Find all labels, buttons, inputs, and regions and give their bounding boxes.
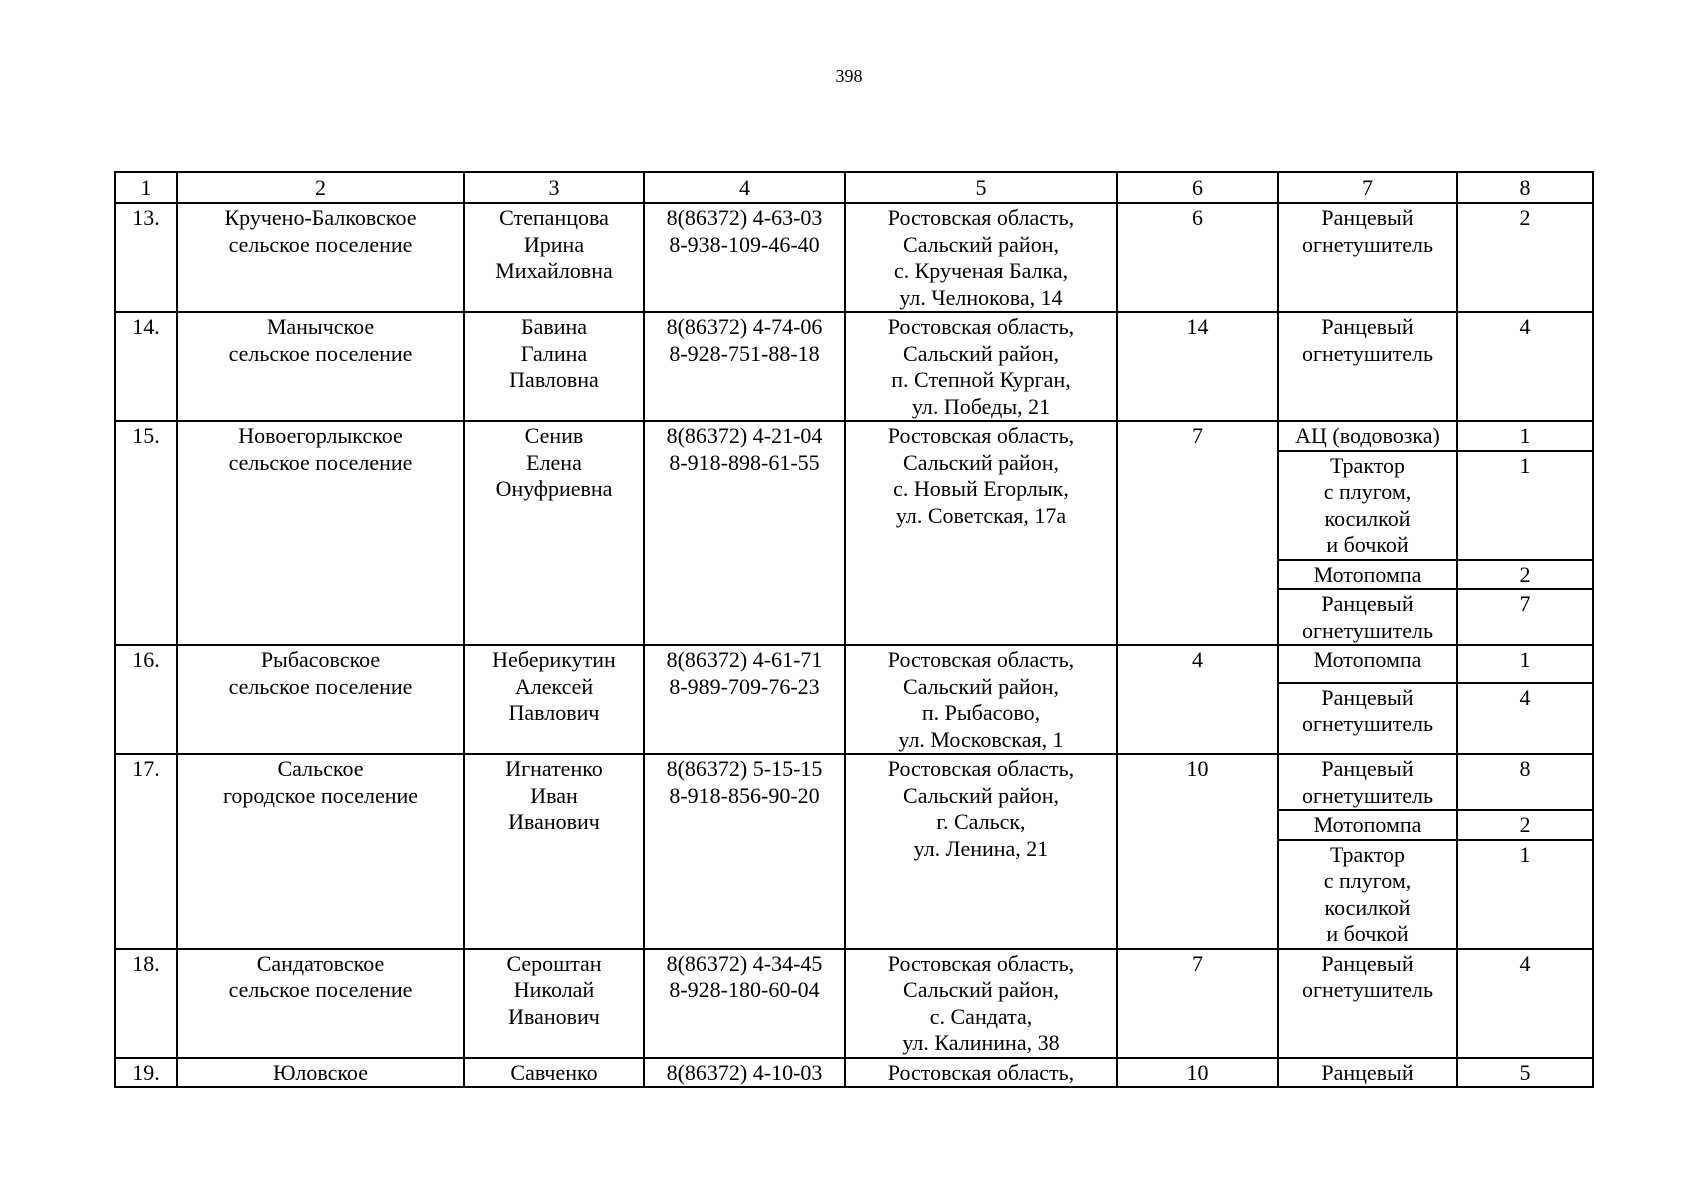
address: Ростовская область, Сальский район, с. Крученая Балка, ул. Челнокова, 14 bbox=[845, 203, 1117, 312]
contact-person: Бавина Галина Павловна bbox=[464, 312, 644, 421]
personnel-count: 14 bbox=[1117, 312, 1278, 421]
phone-numbers: 8(86372) 4-61-71 8-989-709-76-23 bbox=[644, 645, 845, 754]
equipment-name: Трактор с плугом, косилкой и бочкой bbox=[1278, 451, 1457, 560]
personnel-count: 7 bbox=[1117, 949, 1278, 1058]
equipment-quantity: 4 bbox=[1457, 312, 1593, 421]
phone-numbers: 8(86372) 4-74-06 8-928-751-88-18 bbox=[644, 312, 845, 421]
contact-person: Сенив Елена Онуфриевна bbox=[464, 421, 644, 645]
phone-numbers: 8(86372) 4-10-03 bbox=[644, 1058, 845, 1088]
header-cell-4: 4 bbox=[644, 172, 845, 203]
row-number: 16. bbox=[115, 645, 177, 754]
equipment-quantity: 4 bbox=[1457, 683, 1593, 754]
equipment-name: Ранцевый огнетушитель bbox=[1278, 589, 1457, 645]
header-cell-7: 7 bbox=[1278, 172, 1457, 203]
equipment-name: АЦ (водовозка) bbox=[1278, 421, 1457, 451]
header-cell-1: 1 bbox=[115, 172, 177, 203]
personnel-count: 10 bbox=[1117, 1058, 1278, 1088]
table-body bbox=[115, 172, 1593, 1087]
equipment-quantity: 1 bbox=[1457, 840, 1593, 949]
settlement-name: Кручено-Балковское сельское поселение bbox=[177, 203, 464, 312]
phone-numbers: 8(86372) 5-15-15 8-918-856-90-20 bbox=[644, 754, 845, 949]
phone-numbers: 8(86372) 4-34-45 8-928-180-60-04 bbox=[644, 949, 845, 1058]
settlement-name: Рыбасовское сельское поселение bbox=[177, 645, 464, 754]
equipment-name: Трактор с плугом, косилкой и бочкой bbox=[1278, 840, 1457, 949]
address: Ростовская область, Сальский район, г. Сальск, ул. Ленина, 21 bbox=[845, 754, 1117, 949]
settlement-name: Манычское сельское поселение bbox=[177, 312, 464, 421]
settlement-name: Новоегорлыкское сельское поселение bbox=[177, 421, 464, 645]
equipment-name: Мотопомпа bbox=[1278, 810, 1457, 840]
page-number: 398 bbox=[835, 66, 863, 86]
row-number: 19. bbox=[115, 1058, 177, 1088]
contact-person: Степанцова Ирина Михайловна bbox=[464, 203, 644, 312]
equipment-name: Ранцевый огнетушитель bbox=[1278, 683, 1457, 754]
address: Ростовская область, bbox=[845, 1058, 1117, 1088]
equipment-name: Ранцевый огнетушитель bbox=[1278, 203, 1457, 312]
settlement-name: Сальское городское поселение bbox=[177, 754, 464, 949]
table-row bbox=[115, 312, 1593, 421]
header-cell-6: 6 bbox=[1117, 172, 1278, 203]
equipment-quantity: 2 bbox=[1457, 810, 1593, 840]
address: Ростовская область, Сальский район, п. Степной Курган, ул. Победы, 21 bbox=[845, 312, 1117, 421]
equipment-name: Ранцевый огнетушитель bbox=[1278, 949, 1457, 1058]
row-number: 17. bbox=[115, 754, 177, 949]
contact-person: Савченко bbox=[464, 1058, 644, 1088]
personnel-count: 6 bbox=[1117, 203, 1278, 312]
header-cell-5: 5 bbox=[845, 172, 1117, 203]
address: Ростовская область, Сальский район, с. Сандата, ул. Калинина, 38 bbox=[845, 949, 1117, 1058]
header-cell-3: 3 bbox=[464, 172, 644, 203]
equipment-quantity: 2 bbox=[1457, 560, 1593, 590]
equipment-name: Мотопомпа bbox=[1278, 645, 1457, 683]
address: Ростовская область, Сальский район, с. Новый Егорлык, ул. Советская, 17а bbox=[845, 421, 1117, 645]
equipment-name: Ранцевый bbox=[1278, 1058, 1457, 1088]
resources-table bbox=[114, 171, 1594, 1088]
table-row bbox=[115, 421, 1593, 451]
personnel-count: 7 bbox=[1117, 421, 1278, 645]
row-number: 14. bbox=[115, 312, 177, 421]
equipment-name: Ранцевый огнетушитель bbox=[1278, 754, 1457, 810]
table-row bbox=[115, 1058, 1593, 1088]
contact-person: Игнатенко Иван Иванович bbox=[464, 754, 644, 949]
equipment-quantity: 5 bbox=[1457, 1058, 1593, 1088]
equipment-quantity: 4 bbox=[1457, 949, 1593, 1058]
row-number: 13. bbox=[115, 203, 177, 312]
personnel-count: 4 bbox=[1117, 645, 1278, 754]
row-number: 15. bbox=[115, 421, 177, 645]
equipment-quantity: 8 bbox=[1457, 754, 1593, 810]
equipment-name: Ранцевый огнетушитель bbox=[1278, 312, 1457, 421]
equipment-quantity: 1 bbox=[1457, 645, 1593, 683]
equipment-quantity: 7 bbox=[1457, 589, 1593, 645]
equipment-quantity: 2 bbox=[1457, 203, 1593, 312]
phone-numbers: 8(86372) 4-63-03 8-938-109-46-40 bbox=[644, 203, 845, 312]
contact-person: Сероштан Николай Иванович bbox=[464, 949, 644, 1058]
phone-numbers: 8(86372) 4-21-04 8-918-898-61-55 bbox=[644, 421, 845, 645]
table-row bbox=[115, 203, 1593, 312]
settlement-name: Сандатовское сельское поселение bbox=[177, 949, 464, 1058]
equipment-quantity: 1 bbox=[1457, 451, 1593, 560]
row-number: 18. bbox=[115, 949, 177, 1058]
header-cell-8: 8 bbox=[1457, 172, 1593, 203]
header-row bbox=[115, 172, 1593, 203]
table-row bbox=[115, 949, 1593, 1058]
contact-person: Неберикутин Алексей Павлович bbox=[464, 645, 644, 754]
equipment-quantity: 1 bbox=[1457, 421, 1593, 451]
settlement-name: Юловское bbox=[177, 1058, 464, 1088]
personnel-count: 10 bbox=[1117, 754, 1278, 949]
equipment-name: Мотопомпа bbox=[1278, 560, 1457, 590]
table-row bbox=[115, 754, 1593, 810]
header-cell-2: 2 bbox=[177, 172, 464, 203]
address: Ростовская область, Сальский район, п. Рыбасово, ул. Московская, 1 bbox=[845, 645, 1117, 754]
table-row bbox=[115, 645, 1593, 683]
